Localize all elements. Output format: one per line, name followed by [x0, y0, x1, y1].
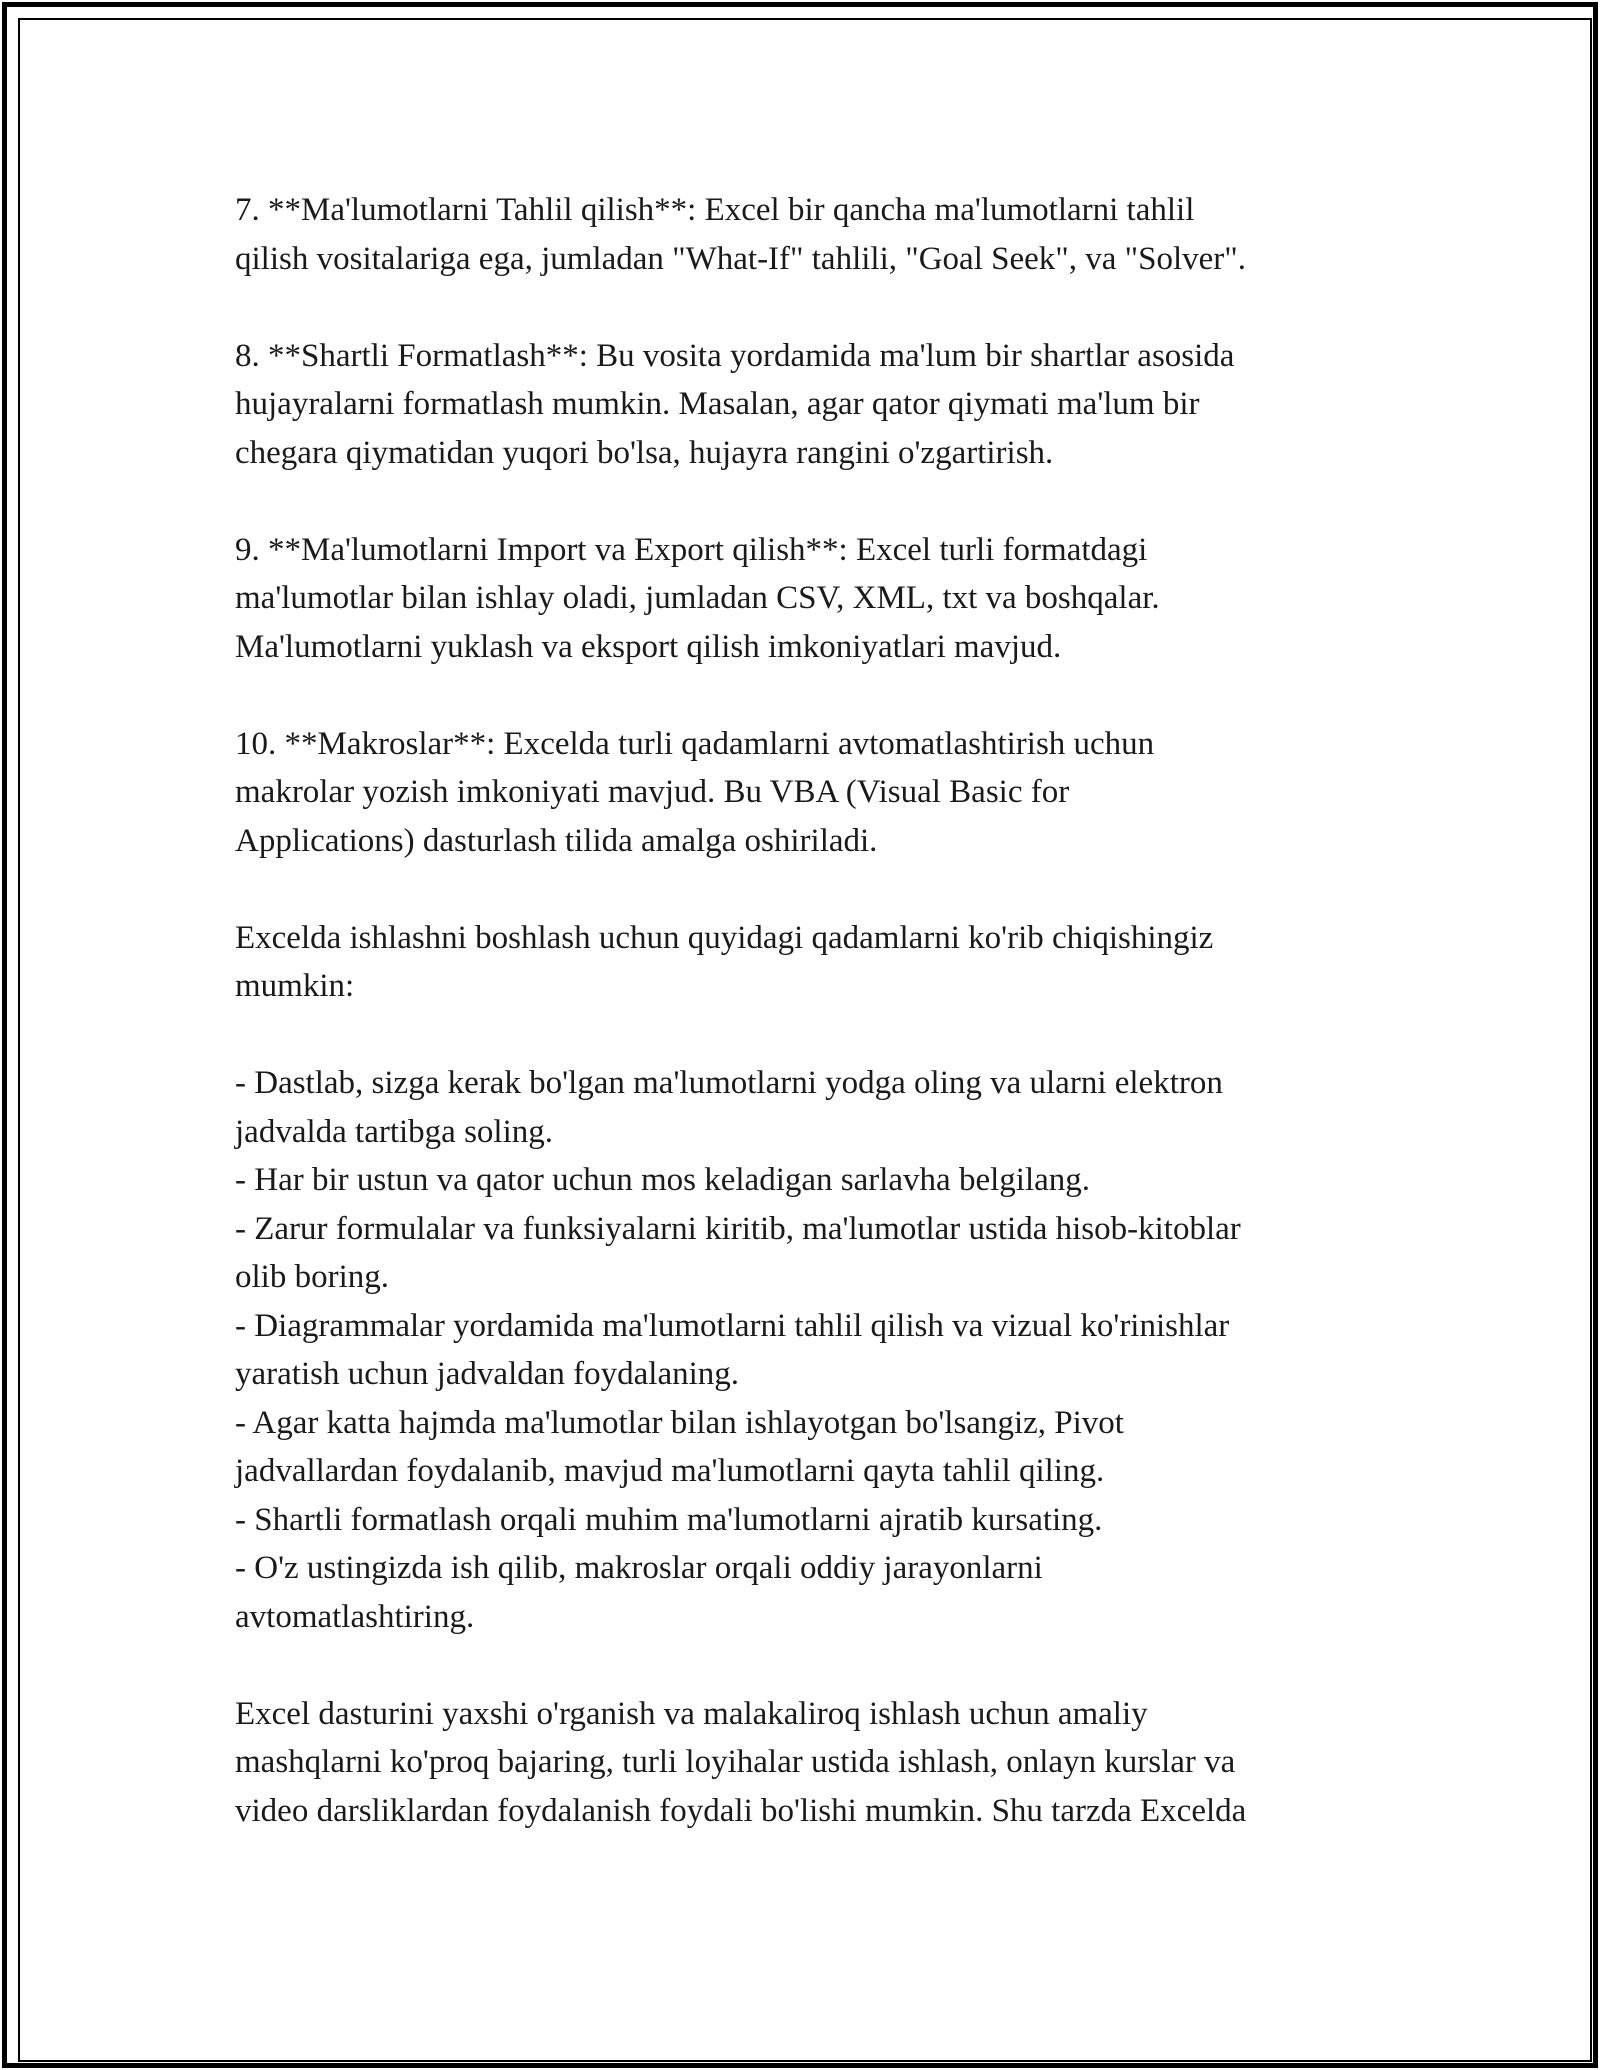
list-item: - Zarur formulalar va funksiyalarni kiritib, ma'lumotlar ustida hisob-kitoblar olib boring. [235, 1210, 1241, 1295]
paragraph-gap [235, 283, 1375, 332]
list-item: - Dastlab, sizga kerak bo'lgan ma'lumotlarni yodga oling va ularni elektron jadvalda tartibga soling. [235, 1065, 1223, 1150]
document-body [235, 186, 1375, 1835]
steps-list [235, 1059, 1375, 1641]
intro-paragraph: Excelda ishlashni boshlash uchun quyidagi qadamlarni ko'rib chiqishingiz mumkin: [235, 919, 1214, 1004]
paragraph-10: 10. **Makroslar**: Excelda turli qadamlarni avtomatlashtirish uchun makrolar yozish imkoniyati mavjud. Bu VBA (Visual Basic for Applications) dasturlash tilida amalga oshiriladi. [235, 725, 1155, 859]
paragraph-gap [235, 1011, 1375, 1060]
list-item: - Agar katta hajmda ma'lumotlar bilan ishlayotgan bo'lsangiz, Pivot jadvallardan foydalanib, mavjud ma'lumotlarni qayta tahlil qiling. [235, 1404, 1124, 1489]
list-item: - Diagrammalar yordamida ma'lumotlarni tahlil qilish va vizual ko'rinishlar yaratish uchun jadvaldan foydalaning. [235, 1307, 1230, 1392]
paragraph-gap [235, 671, 1375, 720]
paragraph-gap [235, 477, 1375, 526]
list-item: - O'z ustingizda ish qilib, makroslar orqali oddiy jarayonlarni avtomatlashtiring. [235, 1550, 1043, 1635]
list-item: - Shartli formatlash orqali muhim ma'lumotlarni ajratib kursating. [235, 1501, 1103, 1538]
paragraph-9: 9. **Ma'lumotlarni Import va Export qilish**: Excel turli formatdagi ma'lumotlar bilan ishlay oladi, jumladan CSV, XML, txt va boshqalar. Ma'lumotlarni yuklash va eksport qilish imkoniyatlari mavjud. [235, 531, 1160, 665]
paragraph-gap [235, 1641, 1375, 1690]
paragraph-8: 8. **Shartli Formatlash**: Bu vosita yordamida ma'lum bir shartlar asosida hujayralarni formatlash mumkin. Masalan, agar qator qiymati ma'lum bir chegara qiymatidan yuqori bo'lsa, hujayra rangini o'zgartirish. [235, 337, 1235, 471]
list-item: - Har bir ustun va qator uchun mos keladigan sarlavha belgilang. [235, 1162, 1091, 1198]
closing-paragraph: Excel dasturini yaxshi o'rganish va malakaliroq ishlash uchun amaliy mashqlarni ko'proq bajaring, turli loyihalar ustida ishlash, onlayn kurslar va video darsliklardan foydalanish foydali bo'lishi mumkin. Shu tarzda Excelda [235, 1695, 1247, 1829]
paragraph-gap [235, 865, 1375, 914]
paragraph-7: 7. **Ma'lumotlarni Tahlil qilish**: Excel bir qancha ma'lumotlarni tahlil qilish vositalariga ega, jumladan "What-If" tahlili, "Goal Seek", va "Solver". [235, 192, 1246, 277]
